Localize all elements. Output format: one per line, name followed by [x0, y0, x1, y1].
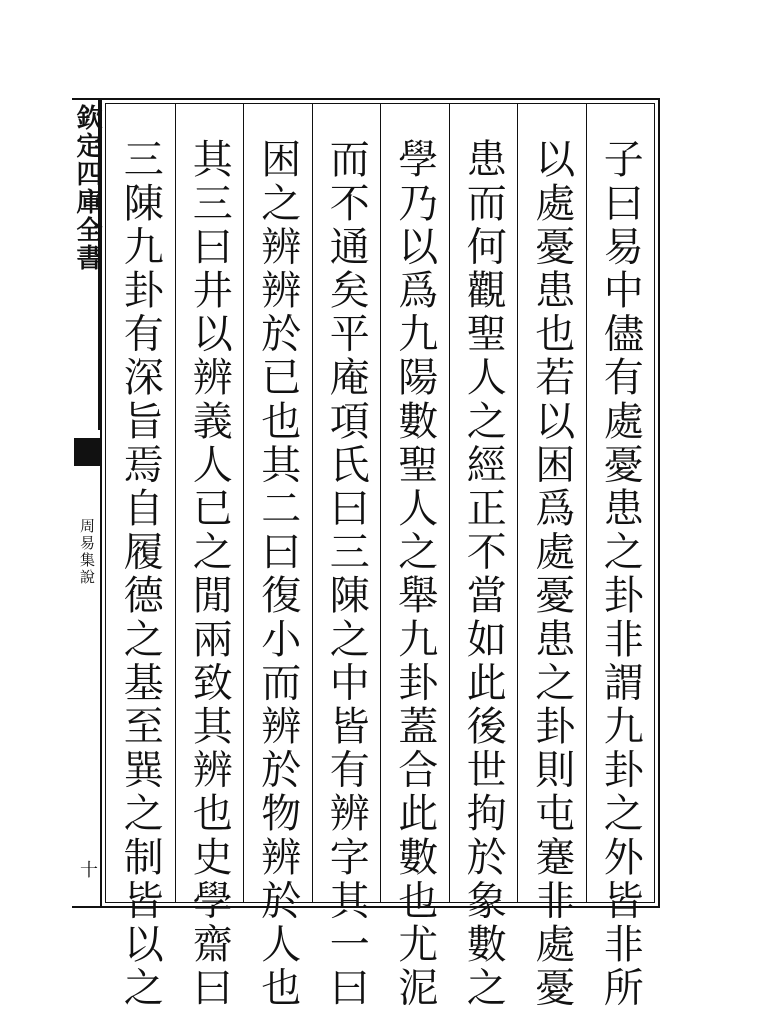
text-column: [517, 104, 586, 1010]
page-number: 十: [77, 860, 98, 878]
column-text: 以處憂患也若以困爲處憂患之卦則屯蹇非處憂: [528, 138, 575, 1010]
text-column: [106, 104, 175, 1010]
text-column: [586, 104, 655, 1010]
text-columns: [106, 104, 654, 1010]
column-text: 而不通矣平庵項氏曰三陳之中皆有辨字其一曰: [323, 138, 370, 1010]
text-column: [380, 104, 449, 1010]
column-text: 三陳九卦有深旨焉自履德之基至巽之制皆以之: [117, 138, 164, 1010]
text-column: [175, 104, 244, 1010]
column-text: 患而何觀聖人之經正不當如此後世拘於象數之: [460, 138, 507, 1010]
page-center-strip: [72, 98, 102, 908]
text-column: [243, 104, 312, 1010]
book-series-title: 欽定四庫全書: [72, 104, 102, 272]
text-column: [449, 104, 518, 1010]
column-text: 困之辨辨於已也其二曰復小而辨於物辨於人也: [254, 138, 301, 1010]
text-column: [312, 104, 381, 1010]
fishtail-mark: [74, 438, 100, 466]
column-text: 其三曰井以辨義人已之閒兩致其辨也史學齋曰: [186, 138, 233, 1010]
column-text: 子曰易中儘有處憂患之卦非謂九卦之外皆非所: [597, 138, 644, 1010]
column-text: 學乃以爲九陽數聖人之舉九卦蓋合此數也尤泥: [391, 138, 438, 1010]
book-title: 周易集說: [78, 518, 96, 586]
